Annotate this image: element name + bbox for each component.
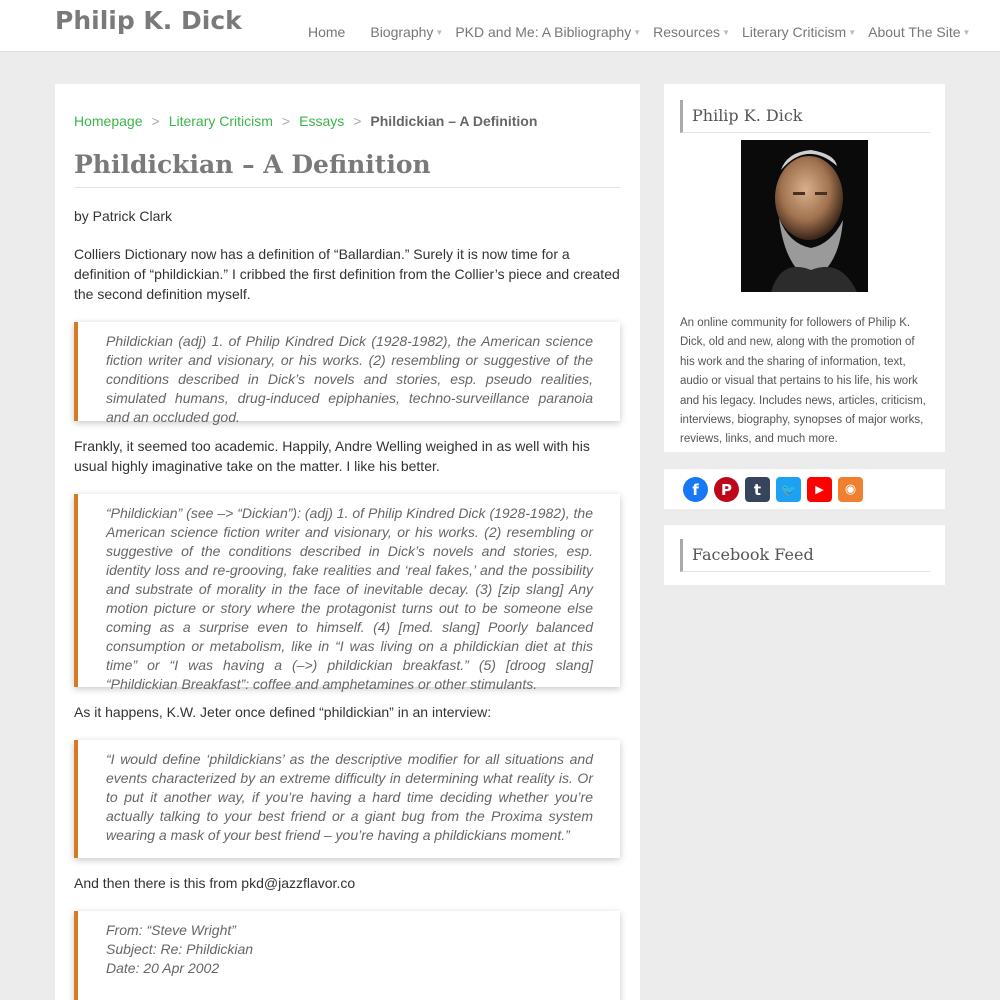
nav-label: Home xyxy=(308,24,346,40)
main-nav xyxy=(308,24,982,40)
blockquote-definition-2 xyxy=(74,494,620,692)
paragraph-jeter: As it happens, K.W. Jeter once defined “phildickian” in an interview: xyxy=(74,704,492,720)
nav-about-site[interactable] xyxy=(868,24,970,40)
chevron-down-icon: ▼ xyxy=(435,27,444,37)
nav-label: Literary Criticism xyxy=(741,24,847,40)
twitter-glyph: 🐦 xyxy=(781,482,796,497)
pinterest-glyph: P xyxy=(721,480,732,499)
breadcrumb-literary-link[interactable]: Literary Criticism xyxy=(168,113,273,129)
paragraph-email: And then there is this from pkd@jazzflavor.co xyxy=(74,875,356,891)
rss-glyph: ◉ xyxy=(844,482,857,497)
widget-title: Facebook Feed xyxy=(680,539,930,572)
site-description: An online community for followers of Philip K. Dick, old and new, along with the promotion of his work and the sharing of information, text, audio or visual that pertains to his life, his work and his legacy. Includes news, articles, criticism, interviews, biography, synopses of major works, reviews, links, and much more. xyxy=(680,317,926,446)
paragraph-andre-welling: Frankly, it seemed too academic. Happily, Andre Welling weighed in as well with his usual highly imaginative take on the matter. I like his better. xyxy=(74,438,590,474)
site-header xyxy=(0,0,1000,52)
breadcrumb-separator: > xyxy=(151,113,160,129)
nav-bibliography[interactable] xyxy=(455,24,641,40)
facebook-glyph: f xyxy=(692,480,699,499)
tumblr-glyph: t xyxy=(753,480,762,499)
nav-label: Resources xyxy=(653,24,721,40)
byline: by Patrick Clark xyxy=(74,208,173,224)
sidebar-about-widget xyxy=(664,84,945,452)
blockquote-jeter xyxy=(74,740,620,858)
tumblr-icon[interactable] xyxy=(745,477,770,502)
title-divider xyxy=(74,187,620,188)
chevron-down-icon: ▼ xyxy=(722,27,730,37)
nav-label: Biography xyxy=(370,24,434,40)
nav-resources[interactable] xyxy=(653,24,730,40)
rss-icon[interactable] xyxy=(838,477,863,502)
quote-text: “I would define ‘phildickians’ as the descriptive modifier for all situations and events characterized by an extreme difficulty in determining what reality is. Or to put it another way, if you’re having a hard time deciding whether you’re actually talking to your best friend or a giant bug from the Proxima system wearing a mask of your best friend – you’re having a phildickians moment.” xyxy=(106,751,593,843)
email-subject: Subject: Re: Phildickian xyxy=(106,941,254,957)
chevron-down-icon: ▼ xyxy=(848,27,857,37)
blockquote-email xyxy=(74,911,620,1000)
breadcrumb-separator: > xyxy=(353,113,362,129)
quote-text: “Phildickian” (see –> “Dickian”): (adj) 1. of Philip Kindred Dick (1928-1982), the American science fiction writer and visionary, or his works. (2) resembling or suggestive of the conditions described in Dick’s novels and stories, esp. identity loss and re-grooving, fake realities and ‘real fakes,’ and the possibility and substrate of morality in the face of inevitable decay. (3) [zip slang] Any motion picture or story where the protagonist turns out to be someone else coming as a surprise even to himself. (4) [med. slang] Poorly balanced consumption or metabolism, like in “I was living on a phildickian diet at this time” or “I was having a (–>) phildickian breakfast.” (5) [droog slang] “Phildickian Breakfast”: coffee and amphetamines or other stimulants. xyxy=(106,505,593,692)
breadcrumb xyxy=(74,113,537,129)
youtube-icon[interactable] xyxy=(807,477,832,502)
pinterest-icon[interactable] xyxy=(714,477,739,502)
intro-paragraph: Colliers Dictionary now has a definition of “Ballardian.” Surely it is now time for a definition of “phildickian.” I cribbed the first definition from the Collier’s piece and created the second definition myself. xyxy=(74,246,620,302)
page-title: Phildickian – A Definition xyxy=(74,150,431,179)
facebook-icon[interactable] xyxy=(683,477,708,502)
sidebar-social-widget xyxy=(664,469,945,509)
nav-label: PKD and Me: A Bibliography xyxy=(455,24,632,40)
nav-biography[interactable] xyxy=(370,24,443,40)
youtube-glyph: ▶ xyxy=(815,483,824,496)
site-title[interactable]: Philip K. Dick xyxy=(55,6,242,35)
twitter-icon[interactable] xyxy=(776,477,801,502)
nav-home[interactable] xyxy=(308,24,345,40)
author-portrait xyxy=(741,140,868,292)
article-card xyxy=(55,84,640,1000)
social-links xyxy=(683,477,869,502)
portrait-image xyxy=(741,140,868,292)
chevron-down-icon: ▼ xyxy=(633,27,642,37)
breadcrumb-separator: > xyxy=(281,113,291,129)
email-from: From: “Steve Wright” xyxy=(106,922,236,938)
email-date: Date: 20 Apr 2002 xyxy=(106,960,220,976)
nav-label: About The Site xyxy=(868,24,961,40)
chevron-down-icon: ▼ xyxy=(962,27,971,37)
sidebar-facebook-feed-widget xyxy=(664,525,945,585)
blockquote-definition-1 xyxy=(74,322,620,425)
breadcrumb-home-link[interactable]: Homepage xyxy=(74,113,143,129)
widget-title: Philip K. Dick xyxy=(680,100,930,133)
nav-literary-criticism[interactable] xyxy=(742,24,856,40)
breadcrumb-current: Phildickian – A Definition xyxy=(370,113,538,129)
breadcrumb-essays-link[interactable]: Essays xyxy=(299,113,345,129)
quote-text: Phildickian (adj) 1. of Philip Kindred Dick (1928-1982), the American science fiction writer and visionary, or his works. (2) resembling or suggestive of the conditions described in Dick’s novels and stories, esp. pseudo realities, simulated humans, drug-induced epiphanies, techno-surveillance paranoia and an occluded god. xyxy=(106,333,593,425)
